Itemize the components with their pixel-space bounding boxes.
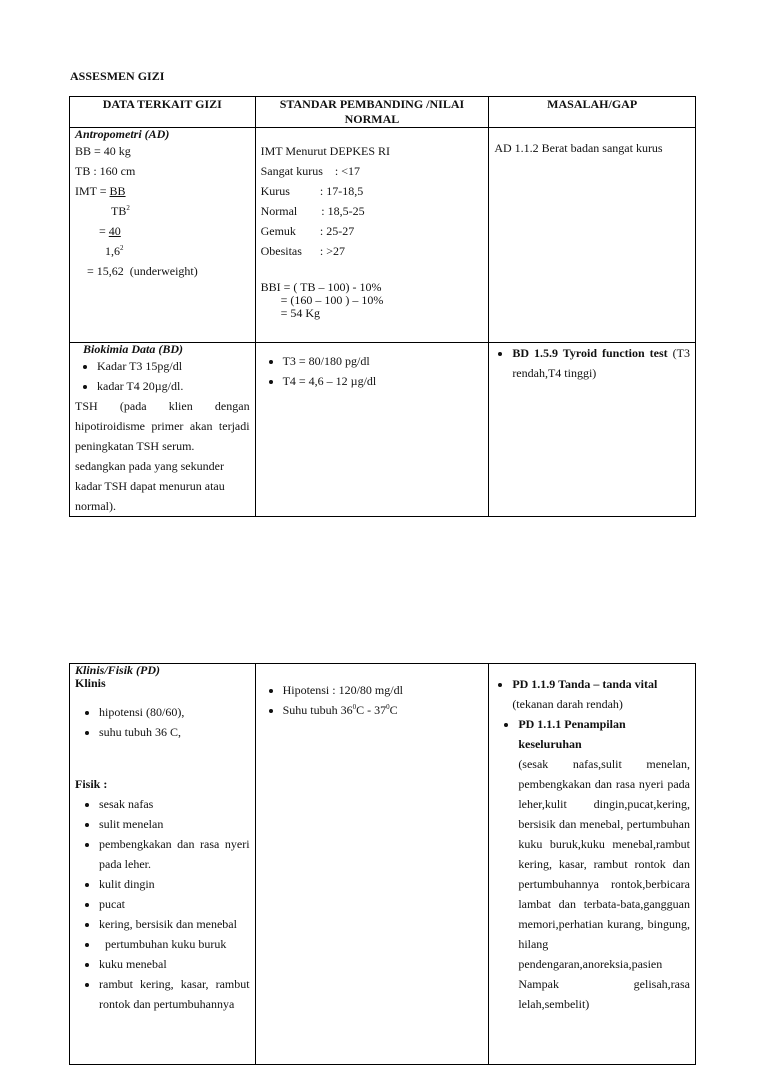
klinis-standard [255,664,489,1065]
degree-mark: 0 [386,703,390,711]
imt-eq-line [75,221,250,241]
list-item: • Hipotensi : 120/80 mg/dl [283,680,484,700]
antropometri-heading: Antropometri (AD) [75,127,170,141]
imt-result: = 15,62 (underweight) [87,264,198,278]
header-standard: STANDAR PEMBANDING /NILAI NORMAL [255,97,489,128]
bbi-line-3: = 54 Kg [280,306,321,320]
tsh-note: TSH (pada klien dengan hipotiroidisme primer akan terjadi peningkatan TSH serum. [75,399,250,453]
bd-gap-detail: (T3 rendah,T4 tinggi) [512,346,690,380]
eq-prefix: = [99,224,109,238]
bbi-line-2: = (160 – 100 ) – 10% [280,293,384,307]
eq-denominator-line: $1,6^2$ [105,244,124,258]
klinis-heading: Klinis/Fisik (PD) [75,663,161,677]
list-item: • T3 = 80/180 pg/dl [283,351,484,371]
klinis-subheading: Klinis [75,676,106,690]
tsh-note-2: sedangkan pada yang sekunder kadar TSH dapat menurun atau normal). [75,459,225,513]
klinis-gap-list [494,674,690,714]
biokimia-std-list [261,351,484,391]
antropometri-standard [255,128,489,343]
header-gap: MASALAH/GAP [489,97,696,128]
list-item [518,714,690,1014]
std-row: Gemuk : 25-27 [260,224,355,238]
std-row: Sangat kurus : <17 [260,164,361,178]
klinis-row [70,664,696,1065]
list-item: • hipotensi (80/60), [99,702,250,722]
imt-numerator: BB [109,184,126,198]
std-title: IMT Menurut DEPKES RI [260,144,391,158]
list-item: • kadar T4 20µg/dl. [97,376,250,396]
pd-gap-vital-detail: (tekanan darah rendah) [512,697,623,711]
list-item: • T4 = 4,6 – 12 µg/dl [283,371,484,391]
list-item: • rambut kering, kasar, rambut rontok dan pertumbuhannya [99,974,250,1014]
biokimia-gap [489,343,696,517]
std-row: Kurus : 17-18,5 [260,184,364,198]
list-item: • kering, bersisik dan menebal [99,914,250,934]
temp-label: Suhu tubuh 36 [282,703,353,717]
list-item: • suhu tubuh 36 C, [99,722,250,742]
pd-gap-appearance-detail: (sesak nafas,sulit menelan, pembengkakan dan rasa nyeri pada leher,kulit dingin,pucat,kering, bersisik dan menebal, pertumbuhan kuku buruk,kuku menebal,rambut kering, kasar, rambut rontok dan pertumbuhannya rontok,berbicara lambat dan terbata-bata,gangguan memori,perhatian kurang, bingung, hilang pendengaran,anoreksia,pasien Nampak gelisah,rasa lelah,sembelit) [518,757,690,1011]
list-item: • pucat [99,894,250,914]
degree-mark: 0 [352,703,357,711]
list-item: • Kadar T3 15pg/dl [97,356,250,376]
klinis-std-list [261,680,484,720]
header-row [70,97,696,128]
imt-prefix: IMT = [75,184,110,198]
list-item [283,700,484,720]
eq-numerator: 40 [108,224,121,238]
biokimia-heading: Biokimia Data (BD) [83,342,184,356]
list-item: • pertumbuhan kuku buruk [99,934,250,954]
biokimia-row [70,343,696,517]
bb-value: BB = 40 kg [75,144,131,158]
temp-mid: C - 37 [356,703,387,717]
biokimia-gap-list [494,343,690,383]
klinis-list [75,702,250,742]
antropometri-data [70,128,256,343]
ad-gap: AD 1.1.2 Berat badan sangat kurus [494,141,663,155]
assessment-table [69,96,696,517]
pd-gap-appearance: PD 1.1.1 Penampilan keseluruhan [518,717,626,751]
klinis-gap [489,664,696,1065]
header-data: DATA TERKAIT GIZI [70,97,256,128]
bd-gap-code: BD 1.5.9 Tyroid function test [512,346,668,360]
list-item: • kuku menebal [99,954,250,974]
std-row: Normal : 18,5-25 [260,204,365,218]
list-item: • sesak nafas [99,794,250,814]
page-title: ASSESMEN GIZI [70,69,165,83]
imt-denominator: TB [111,204,127,218]
tb-value: TB : 160 cm [75,164,136,178]
list-item: • sulit menelan [99,814,250,834]
klinis-data [70,664,256,1065]
std-row: Obesitas : >27 [260,244,346,258]
imt-denominator-line: $TB^2$ [111,204,130,218]
biokimia-data [70,343,256,517]
biokimia-standard [255,343,489,517]
list-item [512,674,690,714]
fisik-subheading: Fisik : [75,777,108,791]
list-item [512,343,690,383]
temp-unit: C [389,703,398,717]
antropometri-row [70,128,696,343]
klinis-gap-list-2 [494,714,690,1014]
antropometri-gap [489,128,696,343]
fisik-list [75,794,250,1014]
assessment-table-continued [69,663,696,1065]
pd-gap-vital: PD 1.1.9 Tanda – tanda vital [512,677,658,691]
imt-formula [75,181,250,201]
bbi-line-1: BBI = ( TB – 100) - 10% [260,280,382,294]
eq-denominator: 1,6 [105,244,120,258]
list-item: • kulit dingin [99,874,250,894]
list-item: • pembengkakan dan rasa nyeri pada leher. [99,834,250,874]
biokimia-list [75,356,250,396]
